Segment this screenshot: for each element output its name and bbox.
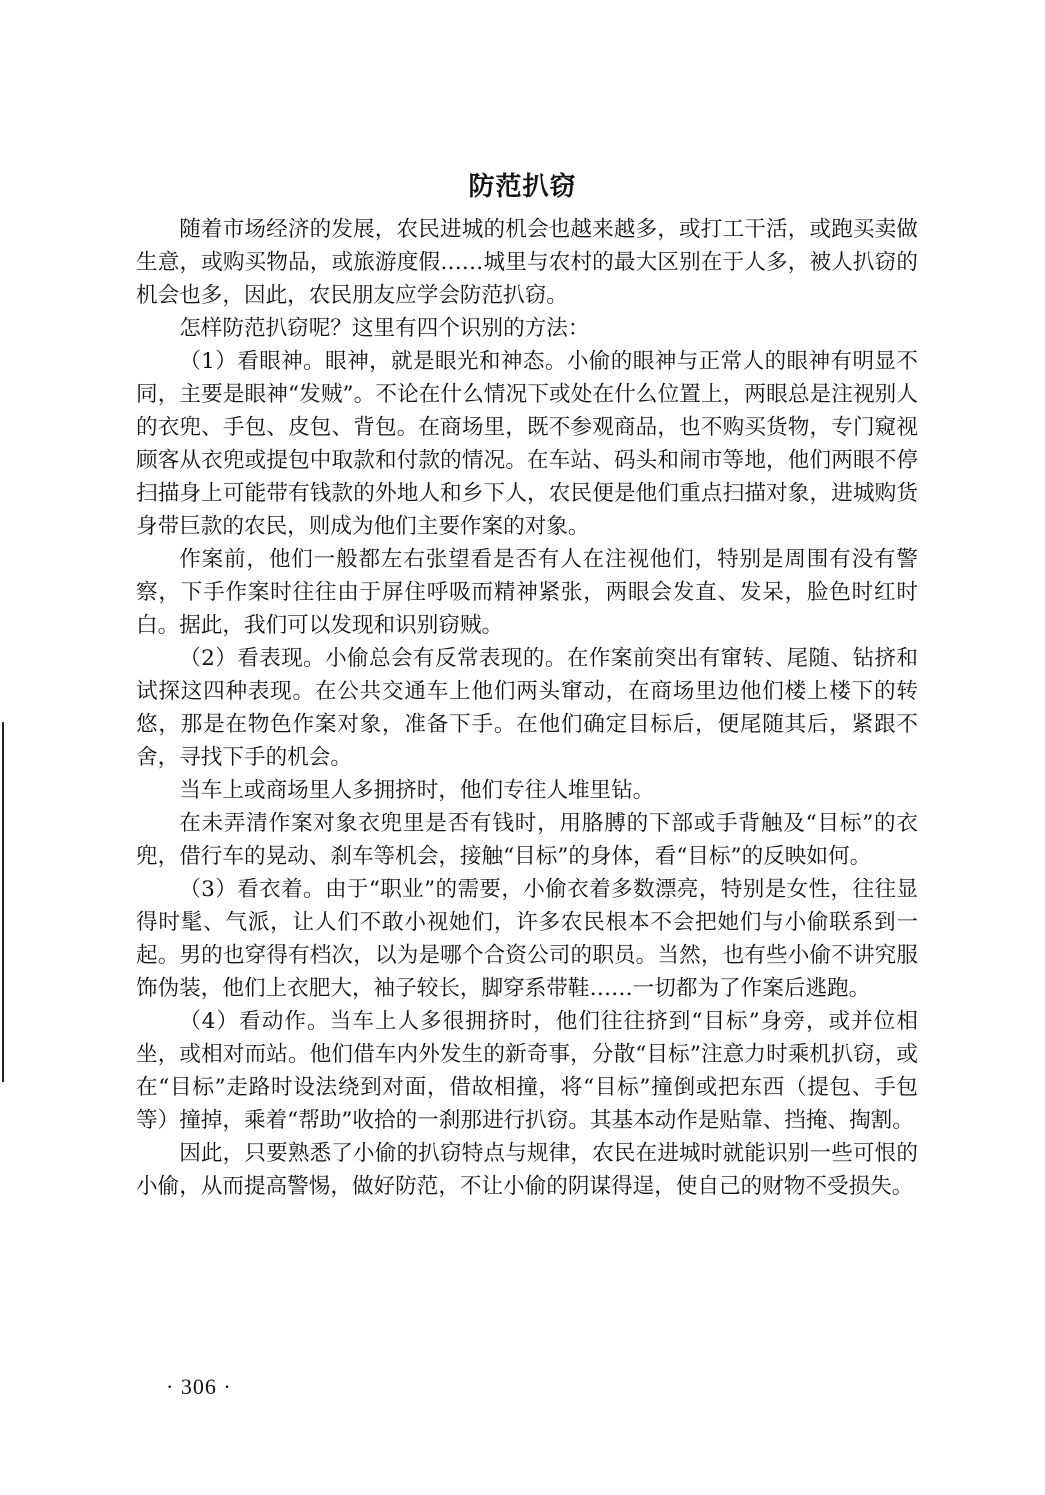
page-title: 防范扒窃 [468,172,577,203]
paragraph-intro: 随着市场经济的发展，农民进城的机会也越来越多，或打工干活，或跑买卖做生意，或购买物品，或旅游度假……城里与农村的最大区别在于人多，被人扒窃的机会也多，因此，农民朋友应学会防范扒窃。 [136,217,918,308]
paragraph-method-2-crowd: 当车上或商场里人多拥挤时，他们专往人堆里钻。 [179,778,655,803]
paragraph-question: 怎样防范扒窃呢？这里有四个识别的方法： [179,316,590,341]
paragraph-conclusion: 因此，只要熟悉了小偷的扒窃特点与规律，农民在进城时就能识别一些可恨的小偷，从而提高警惕，做好防范，不让小偷的阴谋得逞，使自己的财物不受损失。 [136,1141,918,1199]
scan-edge-line [2,722,4,1082]
paragraph-method-1-detail: 作案前，他们一般都左右张望看是否有人在注视他们，特别是周围有没有警察，下手作案时往往由于屏住呼吸而精神紧张，两眼会发直、发呆，脸色时红时白。据此，我们可以发现和识别窃贼。 [136,547,918,638]
paragraph-method-4-actions: （4）看动作。当车上人多很拥挤时，他们往往挤到“目标”身旁，或并位相坐，或相对而站。他们借车内外发生的新奇事，分散“目标”注意力时乘机扒窃，或在“目标”走路时设法绕到对面，借故相撞，将“目标”撞倒或把东西（提包、手包等）撞掉，乘着“帮助”收拾的一刹那进行扒窃。其基本动作是贴靠、挡掩、掏割。 [136,1009,918,1133]
page-number: · 306 · [166,1374,232,1399]
paragraph-method-2-behavior: （2）看表现。小偷总会有反常表现的。在作案前突出有窜转、尾随、钻挤和试探这四种表现。在公共交通车上他们两头窜动，在商场里边他们楼上楼下的转悠，那是在物色作案对象，准备下手。在他们确定目标后，便尾随其后，紧跟不舍，寻找下手的机会。 [136,646,918,770]
paragraph-method-1-eyes: （1）看眼神。眼神，就是眼光和神态。小偷的眼神与正常人的眼神有明显不同，主要是眼神“发贼”。不论在什么情况下或处在什么位置上，两眼总是注视别人的衣兜、手包、皮包、背包。在商场里，既不参观商品，也不购买货物，专门窥视顾客从衣兜或提包中取款和付款的情况。在车站、码头和闹市等地，他们两眼不停扫描身上可能带有钱款的外地人和乡下人，农民便是他们重点扫描对象，进城购货身带巨款的农民，则成为他们主要作案的对象。 [136,349,918,539]
paragraph-method-3-clothing: （3）看衣着。由于“职业”的需要，小偷衣着多数漂亮，特别是女性，往往显得时髦、气派，让人们不敢小视她们，许多农民根本不会把她们与小偷联系到一起。男的也穿得有档次，以为是哪个合资公司的职员。当然，也有些小偷不讲究服饰伪装，他们上衣肥大，袖子较长，脚穿系带鞋……一切都为了作案后逃跑。 [136,877,918,1001]
paragraph-method-2-probe: 在未弄清作案对象衣兜里是否有钱时，用胳膊的下部或手背触及“目标”的衣兜，借行车的晃动、刹车等机会，接触“目标”的身体，看“目标”的反映如何。 [136,811,918,869]
article-body [136,213,918,1203]
